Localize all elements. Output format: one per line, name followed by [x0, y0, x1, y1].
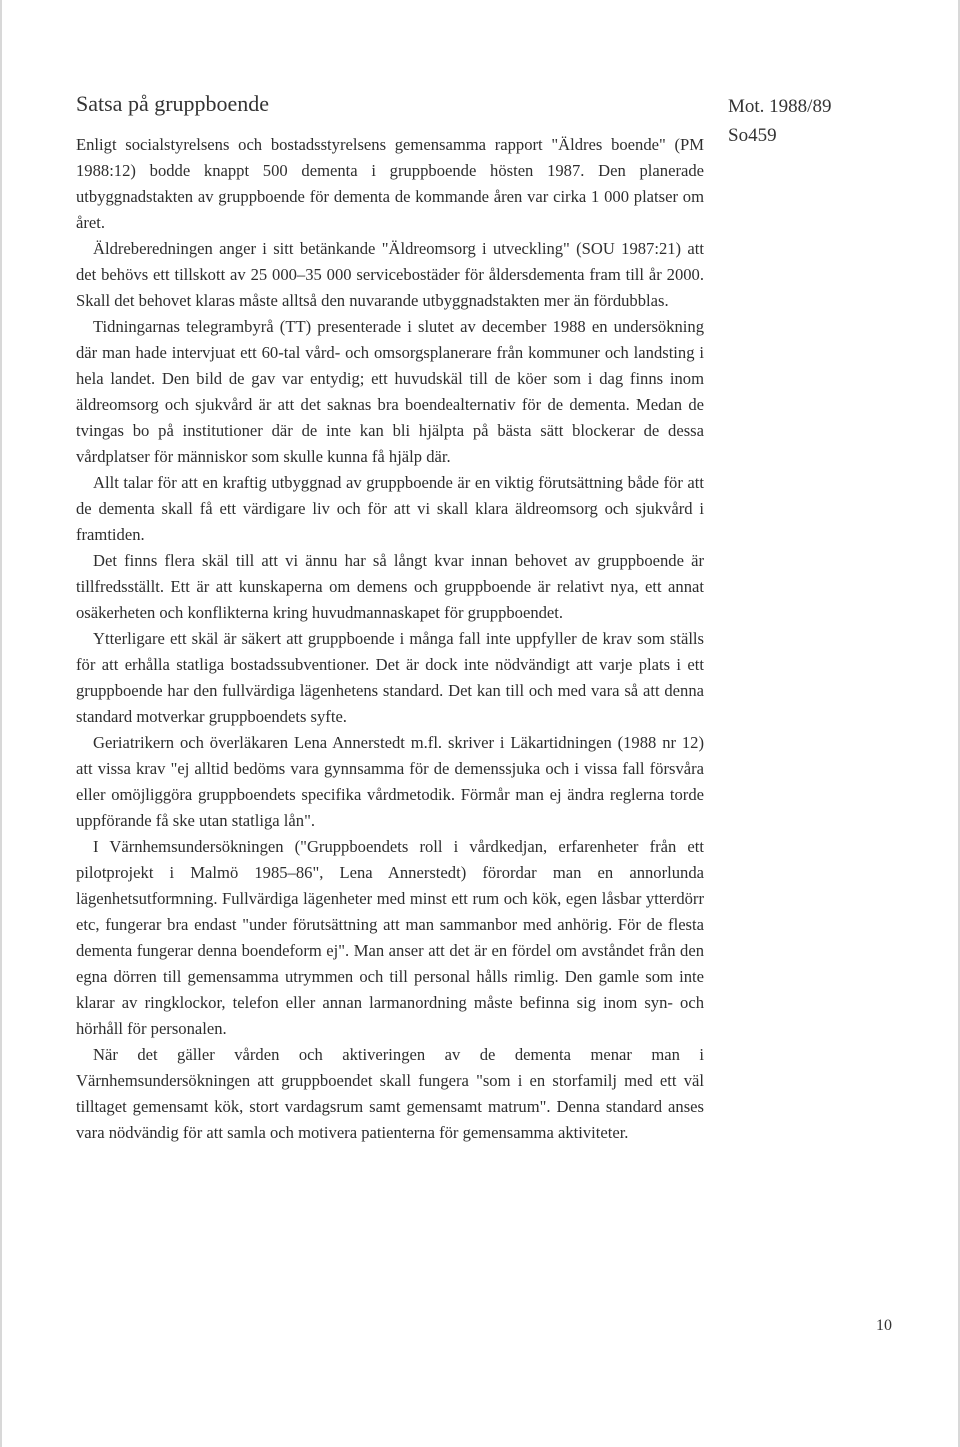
motion-number: Mot. 1988/89 [728, 96, 832, 117]
paragraph: Äldreberedningen anger i sitt betänkande "Äldreomsorg i utveckling" (SOU 1987:21) att det behövs ett tillskott av 25 000–35 000 servicebostäder för åldersdementa fram till år 2000. Skall det behovet klaras måste alltså den nuvarande utbyggnadstakten mer än fördubblas. [76, 239, 704, 310]
paragraph: Allt talar för att en kraftig utbyggnad av gruppboende är en viktig förutsättning både för att de dementa skall få ett värdigare liv och för att vi skall klara äldreomsorg och sjukvård i framtiden. [76, 473, 704, 544]
paragraph: Enligt socialstyrelsens och bostadsstyrelsens gemensamma rapport "Äldres boende" (PM 1988:12) bodde knappt 500 dementa i gruppboende hösten 1987. Den planerade utbyggnadstakten av gruppboende för dementa de kommande åren var cirka 1 000 platser om året. [76, 135, 704, 232]
paragraph: Det finns flera skäl till att vi ännu har så långt kvar innan behovet av gruppboende är tillfredsställt. Ett är att kunskaperna om demens och gruppboende är relativt nya, ett annat osäkerheten och konflikterna kring huvudmannaskapet för gruppboendet. [76, 551, 704, 622]
paragraph: Ytterligare ett skäl är säkert att gruppboende i många fall inte uppfyller de krav som ställs för att erhålla statliga bostadssubventioner. Det är dock inte nödvändigt att varje plats i ett gruppboende har den fullvärdiga lägenhetens standard. Det kan till och med vara så att denna standard motverkar gruppboendets syfte. [76, 629, 704, 726]
scan-edge-mark [0, 0, 2, 1447]
motion-reference [728, 92, 831, 150]
body-text [76, 132, 704, 1146]
paragraph: När det gäller vården och aktiveringen av de dementa menar man i Värnhemsundersökningen att gruppboendet skall fungera "som i en storfamilj med ett väl tilltaget gemensamt kök, stort vardagsrum samt gemensamt matrum". Denna standard anses vara nödvändig för att samla och motivera patienterna för gemensamma aktiviteter. [76, 1045, 704, 1142]
paragraph: I Värnhemsundersökningen ("Gruppboendets roll i vårdkedjan, erfarenheter från ett pilotprojekt i Malmö 1985–86", Lena Annerstedt) förordar man en annorlunda lägenhetsutformning. Fullvärdiga lägenheter med minst ett rum och kök, egen låsbar ytterdörr etc, fungerar bra endast "under förutsättning att man sammanbor med anhörig. För de flesta dementa fungerar denna boendeform ej". Man anser att det är en fördel om avståndet från den egna dörren till gemensamma utrymmen och till personal hålls rimlig. Den gamle som inte klarar av ringklockor, telefon eller annan larmanordning måste befinna sig inom syn- och hörhåll för personalen. [76, 837, 704, 1038]
paragraph: Tidningarnas telegrambyrå (TT) presenterade i slutet av december 1988 en undersökning där man hade intervjuat ett 60-tal vård- och omsorgsplanerare från kommuner och landsting i hela landet. Den bild de gav var entydig; ett huvudskäl till de köer som i dag finns inom äldreomsorg och sjukvård är att det saknas bra boendealternativ för de dementa. Medan de tvingas bo på institutioner där de inte kan bli hjälpta på bästa sätt blockerar de dessa vårdplatser för människor som skulle kunna få hjälp där. [76, 317, 704, 466]
section-heading: Satsa på gruppboende [76, 91, 270, 116]
committee-code: So459 [728, 125, 777, 146]
page-number: 10 [876, 1317, 892, 1334]
paragraph: Geriatrikern och överläkaren Lena Annerstedt m.fl. skriver i Läkartidningen (1988 nr 12) att vissa krav "ej alltid bedöms vara gynnsamma för de demenssjuka och i vissa fall försvåra eller omöjliggöra gruppboendets specifika vårdmetodik. Förmår man ej ändra reglerna torde uppförande få ske utan statliga lån". [76, 733, 704, 830]
